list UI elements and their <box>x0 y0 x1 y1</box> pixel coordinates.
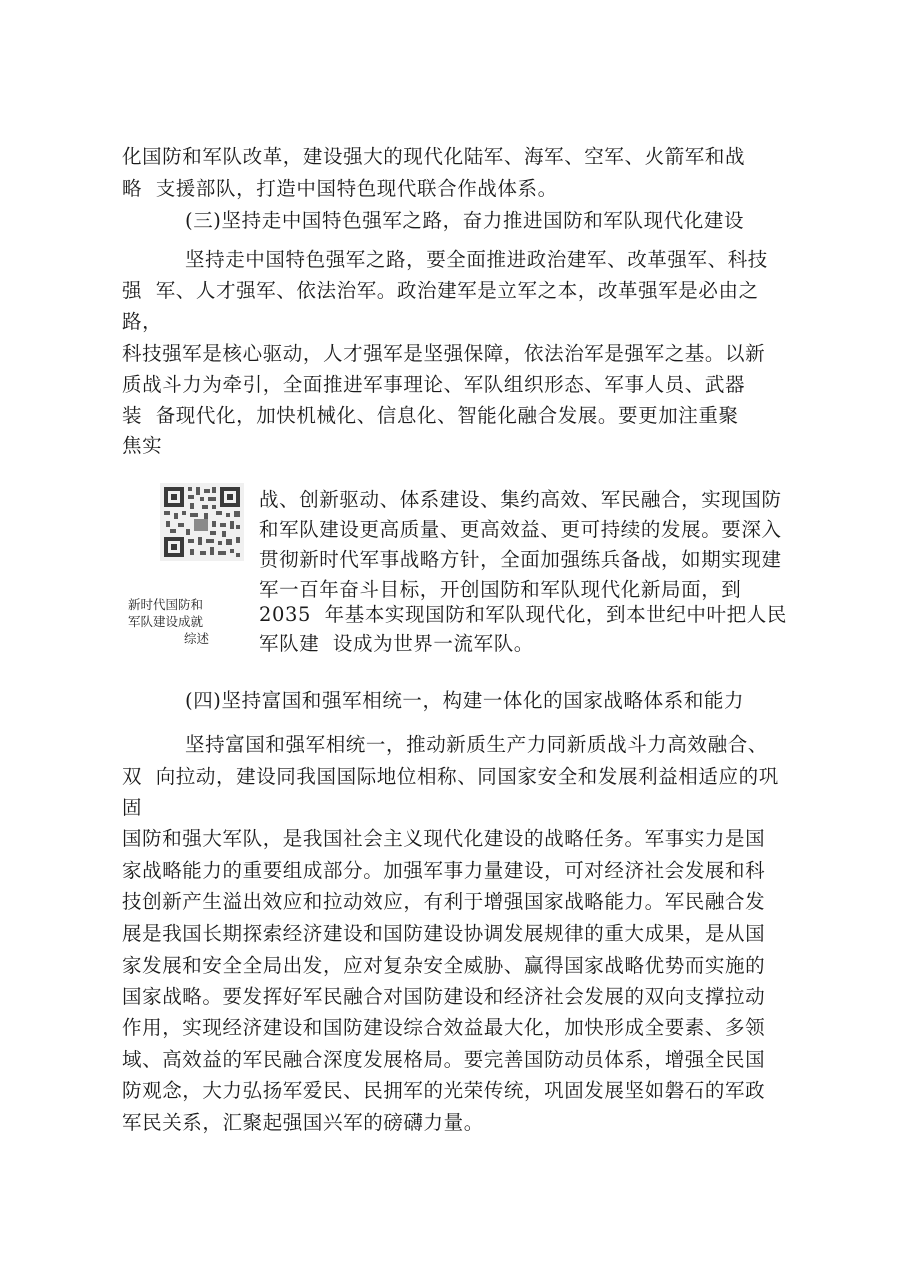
paragraph-line: 装 备现代化，加快机械化、信息化、智能化融合发展。要更加注重聚 <box>122 404 739 427</box>
paragraph-line: 作用，实现经济建设和国防建设综合效益最大化，加快形成全要素、多领 <box>122 1016 766 1039</box>
qr-code-icon <box>160 483 244 561</box>
paragraph-line: 国家战略。要发挥好军民融合对国防建设和经济社会发展的双向支撑拉动 <box>122 985 766 1008</box>
qr-caption: 军队建设成就 <box>128 614 204 629</box>
paragraph-line: 军一百年奋斗目标，开创国防和军队现代化新局面，到 <box>259 578 742 601</box>
paragraph-line: 强 军、人才强军、依法治军。政治建军是立军之本，改革强军是必由之 <box>122 279 759 302</box>
paragraph-line: 双 向拉动，建设同我国国际地位相称、同国家安全和发展利益相适应的巩 <box>122 765 779 788</box>
paragraph-line: 国防和强大军队，是我国社会主义现代化建设的战略任务。军事实力是国 <box>122 827 766 850</box>
paragraph-line: 展是我国长期探索经济建设和国防建设协调发展规律的重大成果，是从国 <box>122 922 766 945</box>
paragraph-line: 略 支援部队，打造中国特色现代联合作战体系。 <box>122 177 558 200</box>
paragraph-line: 路， <box>122 310 163 333</box>
paragraph-line: 坚持富国和强军相统一，推动新质生产力同新质战斗力高效融合、 <box>185 733 768 756</box>
paragraph-line: 家战略能力的重要组成部分。加强军事力量建设，可对经济社会发展和科 <box>122 859 766 882</box>
paragraph-line: 质战斗力为牵引，全面推进军事理论、军队组织形态、军事人员、武器 <box>122 373 746 396</box>
paragraph-line: 固 <box>122 796 143 819</box>
paragraph-line: 军民关系，汇聚起强国兴军的磅礴力量。 <box>122 1111 484 1134</box>
paragraph-line: 技创新产生溢出效应和拉动效应，有利于增强国家战略能力。军民融合发 <box>122 890 766 913</box>
paragraph-line: 防观念，大力弘扬军爱民、民拥军的光荣传统，巩固发展坚如磐石的军政 <box>122 1079 766 1102</box>
paragraph-line: 贯彻新时代军事战略方针，全面加强练兵备战，如期实现建 <box>259 548 782 571</box>
qr-caption: 新时代国防和 <box>128 597 204 612</box>
paragraph-line: 战、创新驱动、体系建设、集约高效、军民融合，实现国防 <box>259 488 782 511</box>
paragraph-line: 域、高效益的军民融合深度发展格局。要完善国防动员体系，增强全民国 <box>122 1048 766 1071</box>
qr-code-icon[interactable] <box>160 483 244 561</box>
paragraph-line: 科技强军是核心驱动，人才强军是坚强保障，依法治军是强军之基。以新 <box>122 342 766 365</box>
paragraph-line: 军队建 设成为世界一流军队。 <box>259 632 534 655</box>
paragraph-line: 坚持走中国特色强军之路，要全面推进政治建军、改革强军、科技 <box>185 248 768 271</box>
paragraph-line: 焦实 <box>122 434 163 457</box>
paragraph-line: 和军队建设更高质量、更高效益、更可持续的发展。要深入 <box>259 518 782 541</box>
paragraph-line: 家发展和安全全局出发，应对复杂安全威胁、赢得国家战略优势而实施的 <box>122 954 766 977</box>
section-heading: (三)坚持走中国特色强军之路，奋力推进国防和军队现代化建设 <box>185 209 745 232</box>
qr-caption: 综述 <box>184 631 210 646</box>
section-heading: (四)坚持富国和强军相统一，构建一体化的国家战略体系和能力 <box>185 689 745 712</box>
paragraph-line: 2035 年基本实现国防和军队现代化，到本世纪中叶把人民 <box>259 603 787 626</box>
paragraph-line: 化国防和军队改革，建设强大的现代化陆军、海军、空军、火箭军和战 <box>122 145 746 168</box>
